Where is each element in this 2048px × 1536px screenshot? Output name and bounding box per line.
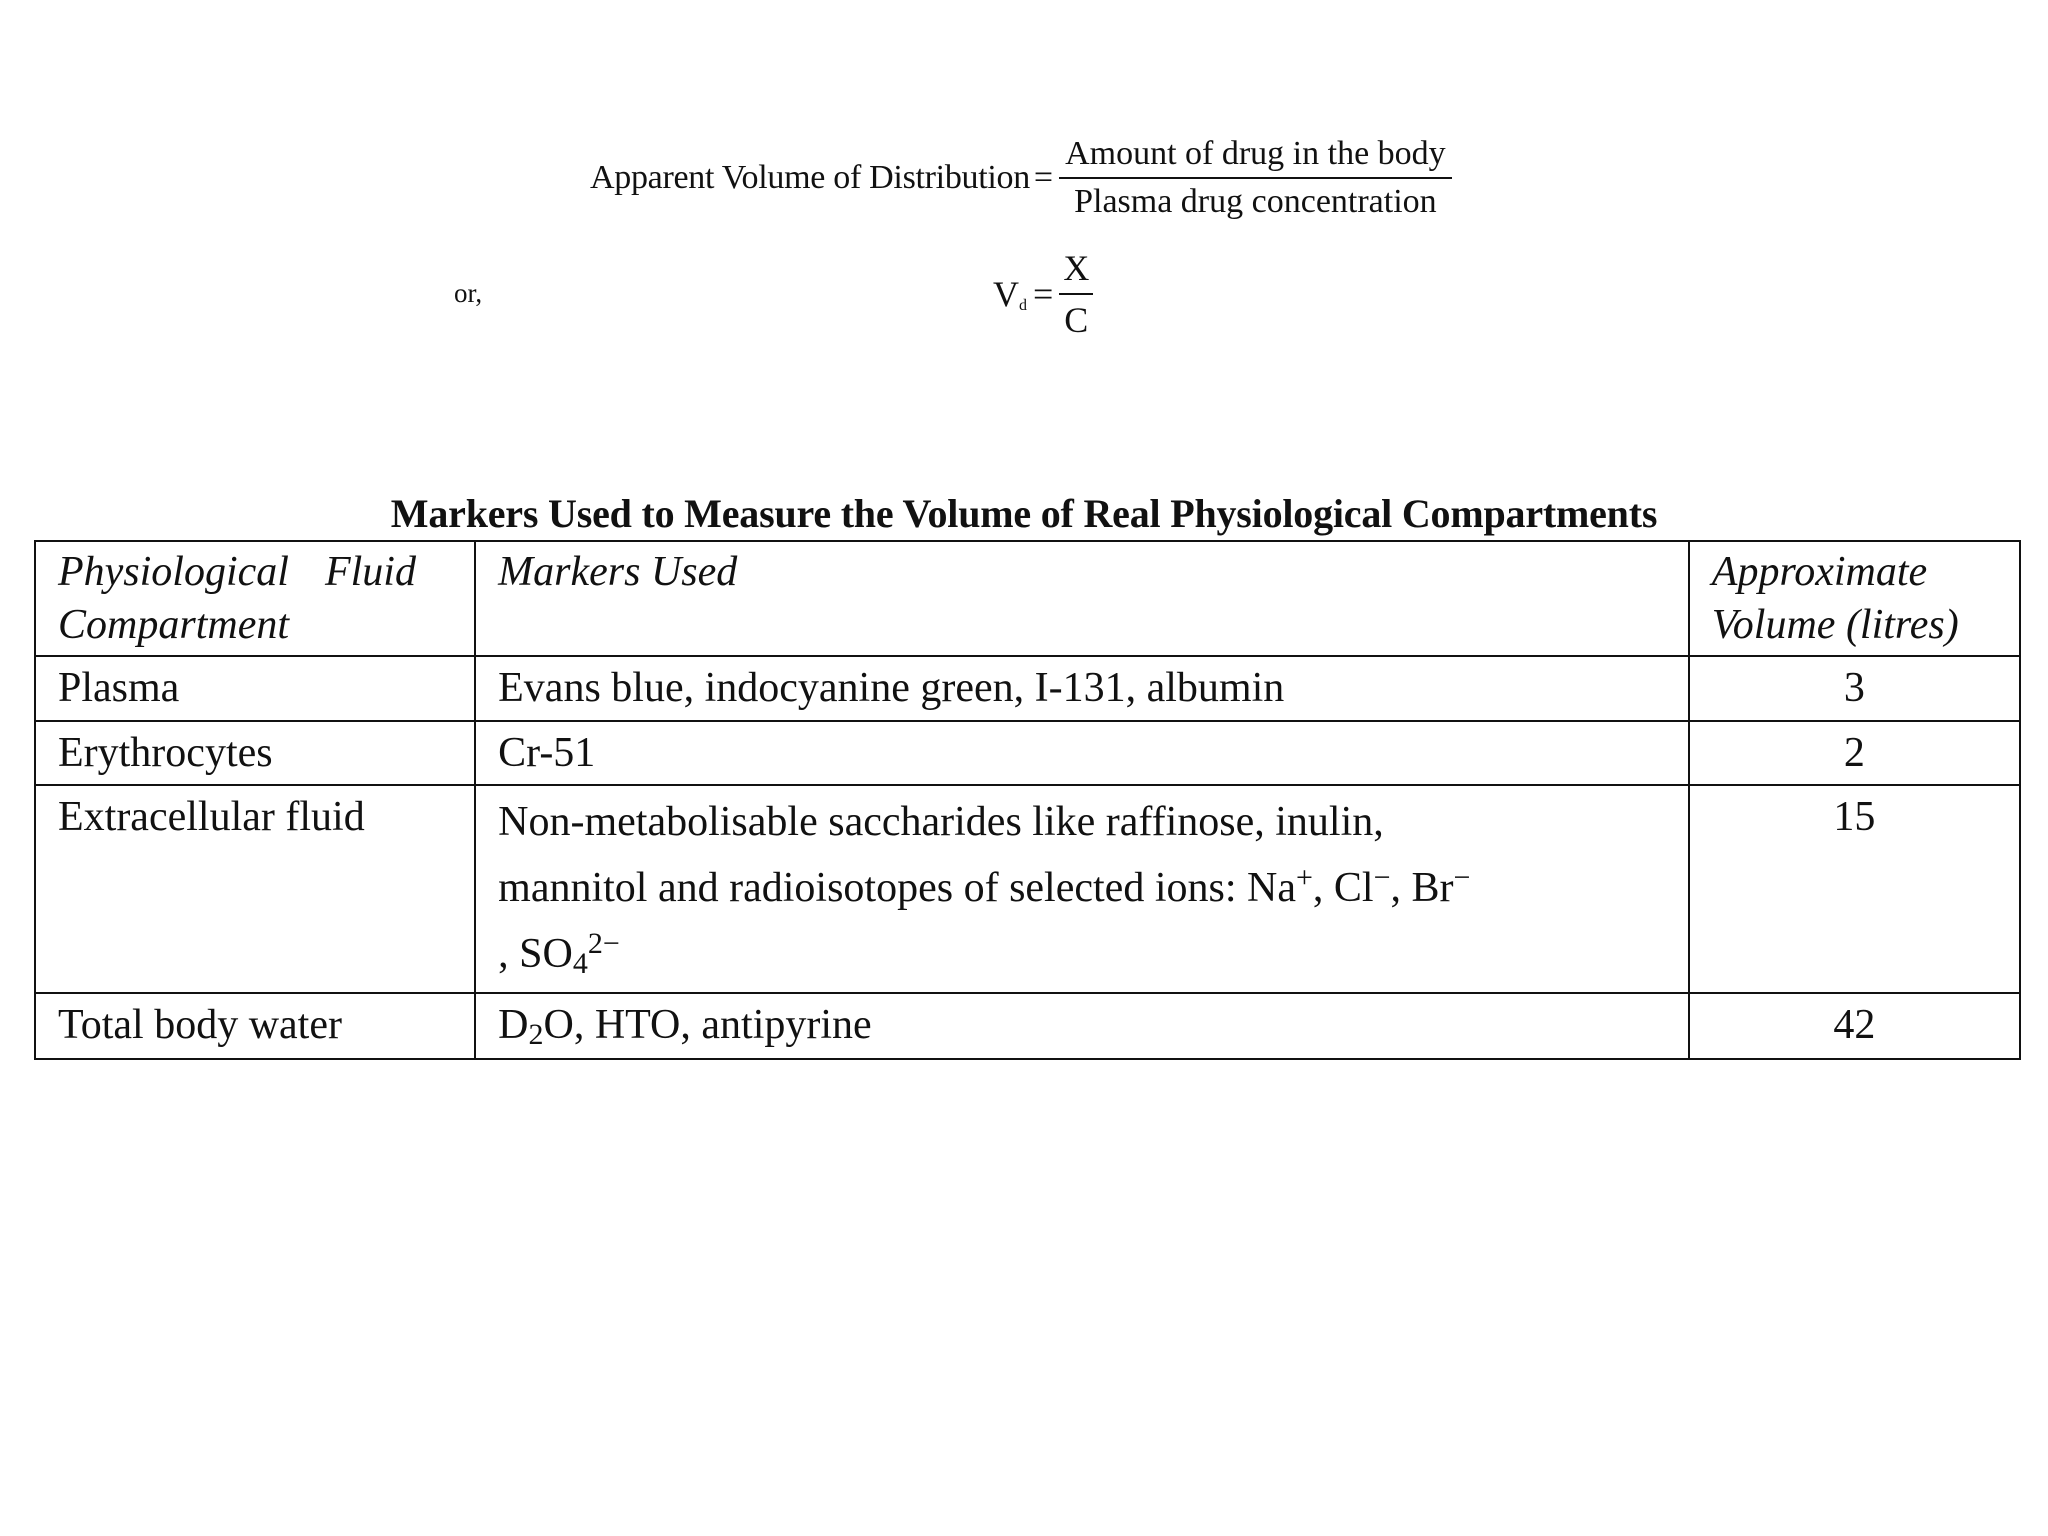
cell-markers [475,785,1689,993]
so4-charge: 2− [587,927,620,961]
cell-markers: Evans blue, indocyanine green, I-131, albumin [475,656,1689,721]
formula-equals: = [1033,159,1054,196]
cell-compartment: Erythrocytes [35,721,475,786]
header-compartment-word2: Fluid [324,549,416,595]
header-compartment-word1: Physiological [58,549,289,595]
formula-fraction [1059,135,1452,221]
header-volume [1689,541,2020,656]
formula-volume-of-distribution [590,128,1452,228]
d-subscript: 2 [528,1017,544,1051]
cell-compartment: Total body water [35,993,475,1059]
so4-subscript: 4 [572,947,588,981]
vd-denominator: C [1064,300,1089,340]
cell-markers [475,993,1689,1059]
markers-line-1: Non-metabolisable saccharides like raffinose, inulin, [498,799,1384,846]
cl-ion: , Cl [1312,865,1374,912]
table-caption: Markers Used to Measure the Volume of Real Physiological Compartments [390,491,1658,536]
formula-lhs: Apparent Volume of Distribution [590,159,1030,196]
br-charge: − [1453,861,1471,895]
cell-volume: 2 [1689,721,2020,786]
markers-rest: O, HTO, antipyrine [543,1001,872,1048]
table-header-row [35,541,2020,656]
markers-line-2: mannitol and radioisotopes of selected ions: Na [498,865,1296,912]
or-label: or, [454,278,483,308]
header-markers: Markers Used [475,541,1689,656]
v-letter: V [993,274,1019,314]
vd-numerator: X [1059,247,1093,295]
cell-compartment: Extracellular fluid [35,785,475,993]
table-row [35,785,2020,993]
markers-table [34,540,2021,1060]
cell-markers: Cr-51 [475,721,1689,786]
cell-volume: 3 [1689,656,2020,721]
cell-compartment: Plasma [35,656,475,721]
br-ion: , Br [1390,865,1454,912]
so4-ion: , SO [498,931,573,978]
cell-volume: 42 [1689,993,2020,1059]
header-compartment [35,541,475,656]
header-volume-line2: Volume (litres) [1711,601,1959,648]
cell-volume: 15 [1689,785,2020,993]
na-charge: + [1295,861,1313,895]
vd-symbol [993,273,1027,315]
vd-equals: = [1033,274,1054,314]
header-compartment-word3: Compartment [58,601,289,648]
v-subscript: d [1019,297,1027,314]
table-row [35,993,2020,1059]
d-letter: D [498,1001,529,1048]
formula-denominator: Plasma drug concentration [1074,183,1437,220]
vd-fraction [1059,247,1093,341]
table-row [35,721,2020,786]
cl-charge: − [1373,861,1391,895]
formula-vd [993,246,1093,342]
table-row [35,656,2020,721]
header-volume-line1: Approximate [1711,549,1928,595]
formula-numerator: Amount of drug in the body [1059,135,1452,179]
